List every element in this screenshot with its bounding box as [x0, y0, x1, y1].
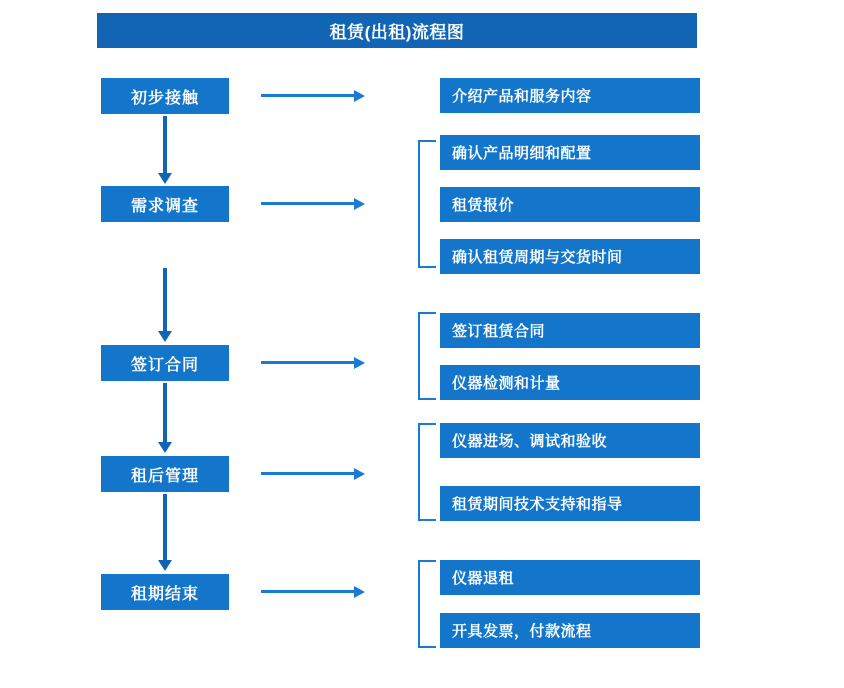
flow-arrow-right-4	[261, 468, 365, 480]
group-bracket-2	[418, 140, 436, 268]
flow-arrow-right-1	[261, 90, 365, 102]
group-bracket-3	[418, 312, 436, 400]
group-bracket-4	[418, 423, 436, 521]
detail-box-4[interactable]: 确认租赁周期与交货时间	[440, 239, 700, 274]
flow-arrow-down-2	[158, 268, 172, 342]
flow-arrow-right-3	[261, 357, 365, 369]
detail-box-8[interactable]: 租赁期间技术支持和指导	[440, 486, 700, 521]
flow-arrow-right-5	[261, 586, 365, 598]
detail-box-5[interactable]: 签订租赁合同	[440, 313, 700, 348]
stage-box-1[interactable]: 初步接触	[101, 78, 229, 114]
detail-box-2[interactable]: 确认产品明细和配置	[440, 135, 700, 170]
detail-box-7[interactable]: 仪器进场、调试和验收	[440, 423, 700, 458]
flow-arrow-down-1	[158, 116, 172, 184]
detail-box-3[interactable]: 租赁报价	[440, 187, 700, 222]
page-title: 租赁(出租)流程图	[97, 13, 697, 48]
flow-arrow-down-3	[158, 383, 172, 453]
stage-box-4[interactable]: 租后管理	[101, 456, 229, 492]
stage-box-3[interactable]: 签订合同	[101, 345, 229, 381]
detail-box-9[interactable]: 仪器退租	[440, 560, 700, 595]
stage-box-5[interactable]: 租期结束	[101, 574, 229, 610]
flow-arrow-down-4	[158, 494, 172, 571]
flow-arrow-right-2	[261, 198, 365, 210]
detail-box-10[interactable]: 开具发票，付款流程	[440, 613, 700, 648]
detail-box-1[interactable]: 介绍产品和服务内容	[440, 78, 700, 113]
detail-box-6[interactable]: 仪器检测和计量	[440, 365, 700, 400]
group-bracket-5	[418, 560, 436, 648]
stage-box-2[interactable]: 需求调查	[101, 186, 229, 222]
